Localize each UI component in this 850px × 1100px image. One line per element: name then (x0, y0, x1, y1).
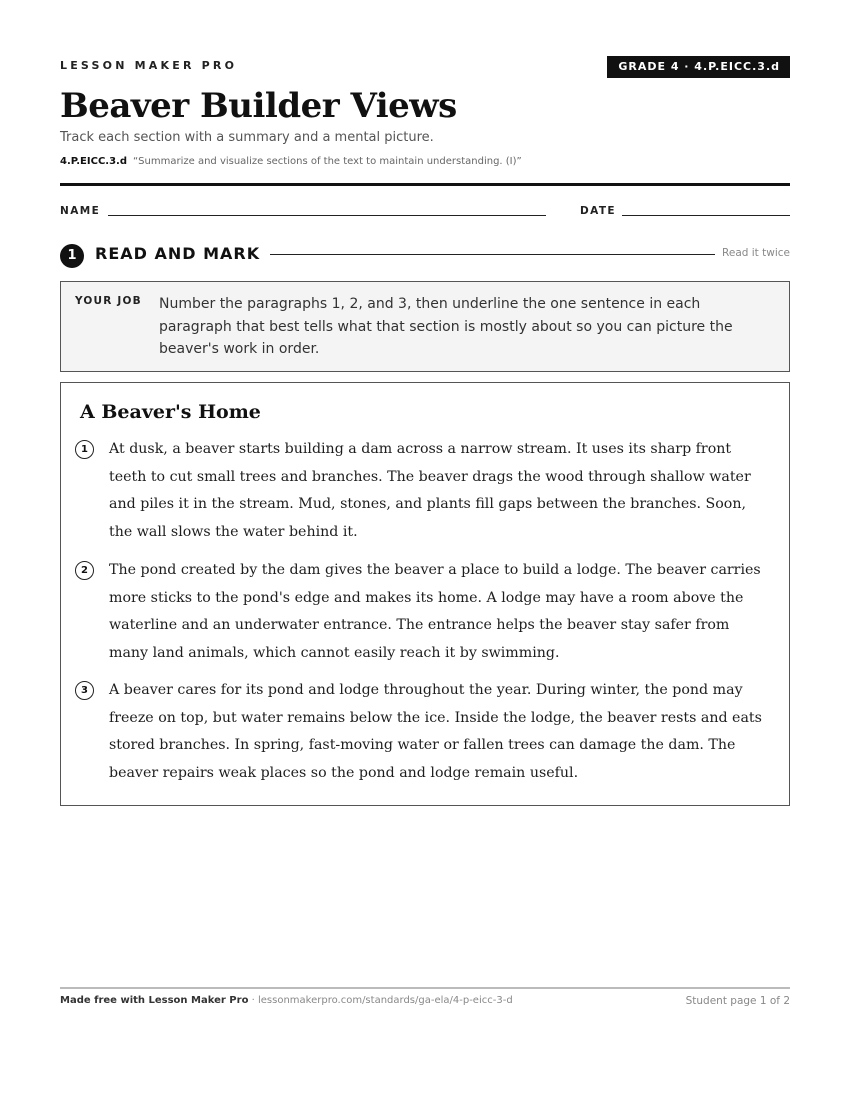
paragraph-number: 2 (75, 561, 94, 580)
paragraph-number: 3 (75, 681, 94, 700)
header-divider (60, 183, 790, 186)
date-label: DATE (580, 205, 616, 217)
date-field[interactable] (622, 215, 790, 216)
footer-brand: Made free with Lesson Maker Pro (60, 995, 249, 1006)
paragraph-text: A beaver cares for its pond and lodge throughout the year. During winter, the pond may freeze on top, but water remains below the ice. Inside the lodge, the beaver rests and eats stored branches. In spring, fast-moving water or fallen trees can damage the dam. The beaver repairs weak places so the pond and lodge remain useful. (109, 682, 762, 781)
job-instructions-box (60, 281, 790, 372)
section-divider (270, 254, 715, 255)
name-date-row (60, 203, 790, 219)
paragraph-text: At dusk, a beaver starts building a dam across a narrow stream. It uses its sharp front teeth to cut small trees and branches. The beaver drags the wood through shallow water and piles it in the stream. Mud, stones, and plants fill gaps between the branches. Soon, the wall slows the water behind it. (109, 441, 751, 540)
job-text: Number the paragraphs 1, 2, and 3, then underline the one sentence in each paragraph that best tells what that section is mostly about so you can picture the beaver's work in order. (159, 296, 733, 357)
passage-box (60, 382, 790, 806)
page-title: Beaver Builder Views (60, 86, 457, 126)
name-label: NAME (60, 205, 101, 217)
brand-row (60, 56, 790, 80)
section-title: READ AND MARK (95, 244, 261, 263)
section-note: Read it twice (722, 247, 790, 259)
job-label: YOUR JOB (75, 295, 142, 307)
page-subtitle: Track each section with a summary and a mental picture. (60, 130, 434, 145)
brand-name: LESSON MAKER PRO (60, 59, 238, 72)
footer-url[interactable]: · lessonmakerpro.com/standards/ga-ela/4-p-eicc-3-d (248, 995, 513, 1006)
passage-title: A Beaver's Home (80, 401, 261, 423)
grade-badge: GRADE 4 · 4.P.EICC.3.d (607, 56, 790, 78)
paragraph-text: The pond created by the dam gives the beaver a place to build a lodge. The beaver carries more sticks to the pond's edge and makes its home. A lodge may have a room above the waterline and an underwater entrance. The entrance helps the beaver stay safer from many land animals, which cannot easily reach it by swimming. (109, 562, 761, 661)
standard-code: 4.P.EICC.3.d (60, 156, 127, 167)
section-heading (60, 242, 790, 268)
footer-page-number: Student page 1 of 2 (685, 995, 790, 1007)
footer-divider (60, 987, 790, 989)
footer-credit (60, 995, 513, 1006)
standard-line (60, 156, 522, 167)
paragraph-number: 1 (75, 440, 94, 459)
name-field[interactable] (108, 215, 546, 216)
worksheet-page (60, 0, 790, 1100)
standard-text: “Summarize and visualize sections of the text to maintain understanding. (I)” (133, 156, 522, 167)
step-number-badge: 1 (60, 244, 84, 268)
